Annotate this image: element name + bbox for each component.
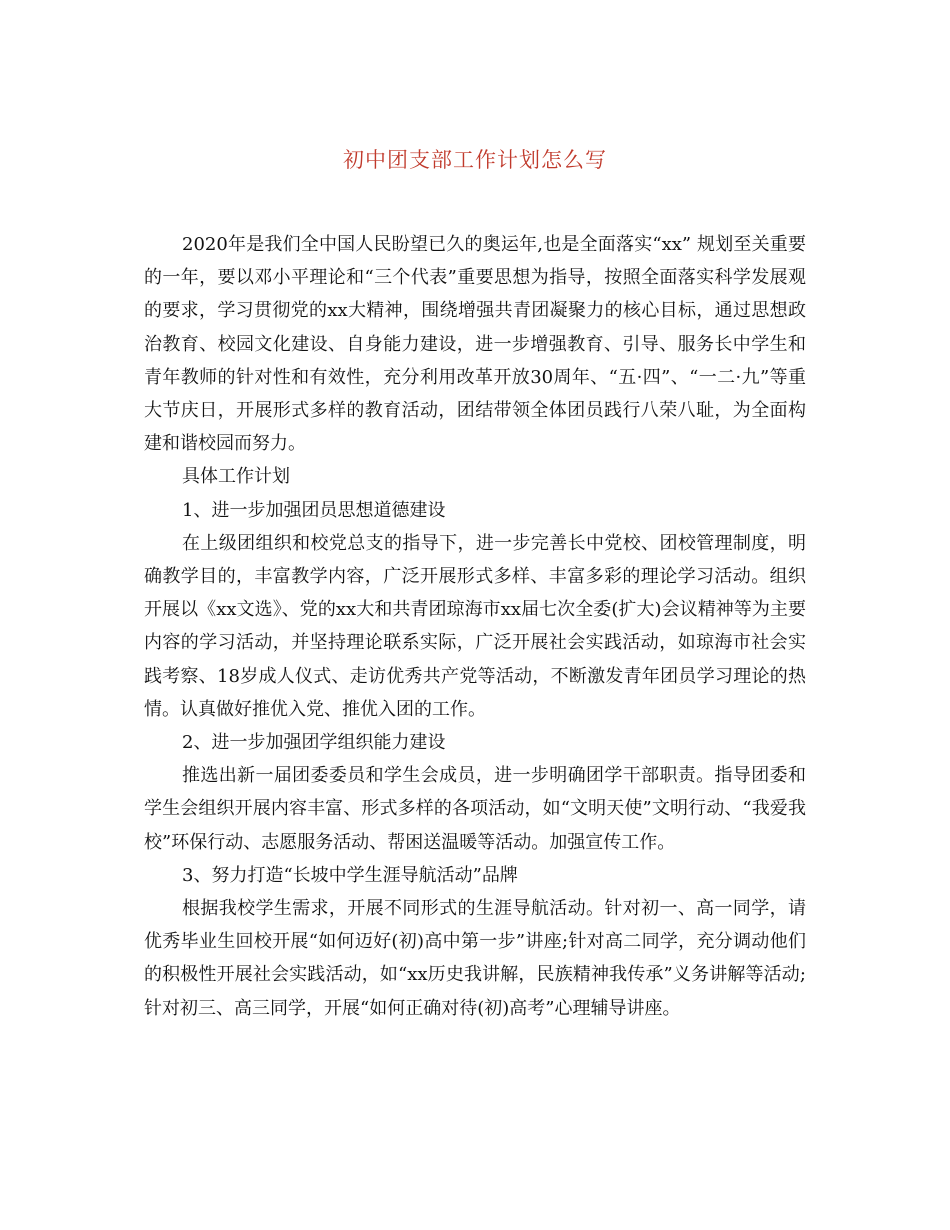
section-heading-plan: 具体工作计划: [182, 466, 290, 488]
document-title: 初中团支部工作计划怎么写: [343, 148, 607, 172]
paragraph-section-1: 在上级团组织和校党总支的指导下，进一步完善长中党校、团校管理制度，明确教学目的，丰富教学内容，广泛开展形式多样、丰富多彩的理论学习活动。组织开展以《xx文选》、党的xx大和共青团琼海市xx届七次全委(扩大)会议精神等为主要内容的学习活动，并坚持理论联系实际，广泛开展社会实践活动，如琼海市社会实践考察、18岁成人仪式、走访优秀共产党等活动，不断激发青年团员学习理论的热情。认真做好推优入党、推优入团的工作。: [144, 532, 806, 720]
section-heading-3: 3、努力打造“长坡中学生涯导航活动”品牌: [182, 864, 518, 886]
section-heading-1: 1、进一步加强团员思想道德建设: [182, 499, 446, 521]
paragraph-section-3: 根据我校学生需求，开展不同形式的生涯导航活动。针对初一、高一同学，请优秀毕业生回校开展“如何迈好(初)高中第一步”讲座;针对高二同学，充分调动他们的积极性开展社会实践活动，如“xx历史我讲解，民族精神我传承”义务讲解等活动;针对初三、高三同学，开展“如何正确对待(初)高考”心理辅导讲座。: [144, 898, 806, 1019]
paragraph-intro: 2020年是我们全中国人民盼望已久的奥运年,也是全面落实“xx” 规划至关重要的一年，要以邓小平理论和“三个代表”重要思想为指导，按照全面落实科学发展观的要求，学习贯彻党的xx大精神，围绕增强共青团凝聚力的核心目标，通过思想政治教育、校园文化建设、自身能力建设，进一步增强教育、引导、服务长中学生和青年教师的针对性和有效性，充分利用改革开放30周年、“五·四”、“一二·九”等重大节庆日，开展形式多样的教育活动，团结带领全体团员践行八荣八耻，为全面构建和谐校园而努力。: [144, 234, 806, 455]
document-body: [144, 228, 806, 1025]
section-heading-2: 2、进一步加强团学组织能力建设: [182, 732, 446, 754]
paragraph-section-2: 推选出新一届团委委员和学生会成员，进一步明确团学干部职责。指导团委和学生会组织开展内容丰富、形式多样的各项活动，如“文明天使”文明行动、“我爱我校”环保行动、志愿服务活动、帮困送温暖等活动。加强宣传工作。: [144, 765, 806, 853]
